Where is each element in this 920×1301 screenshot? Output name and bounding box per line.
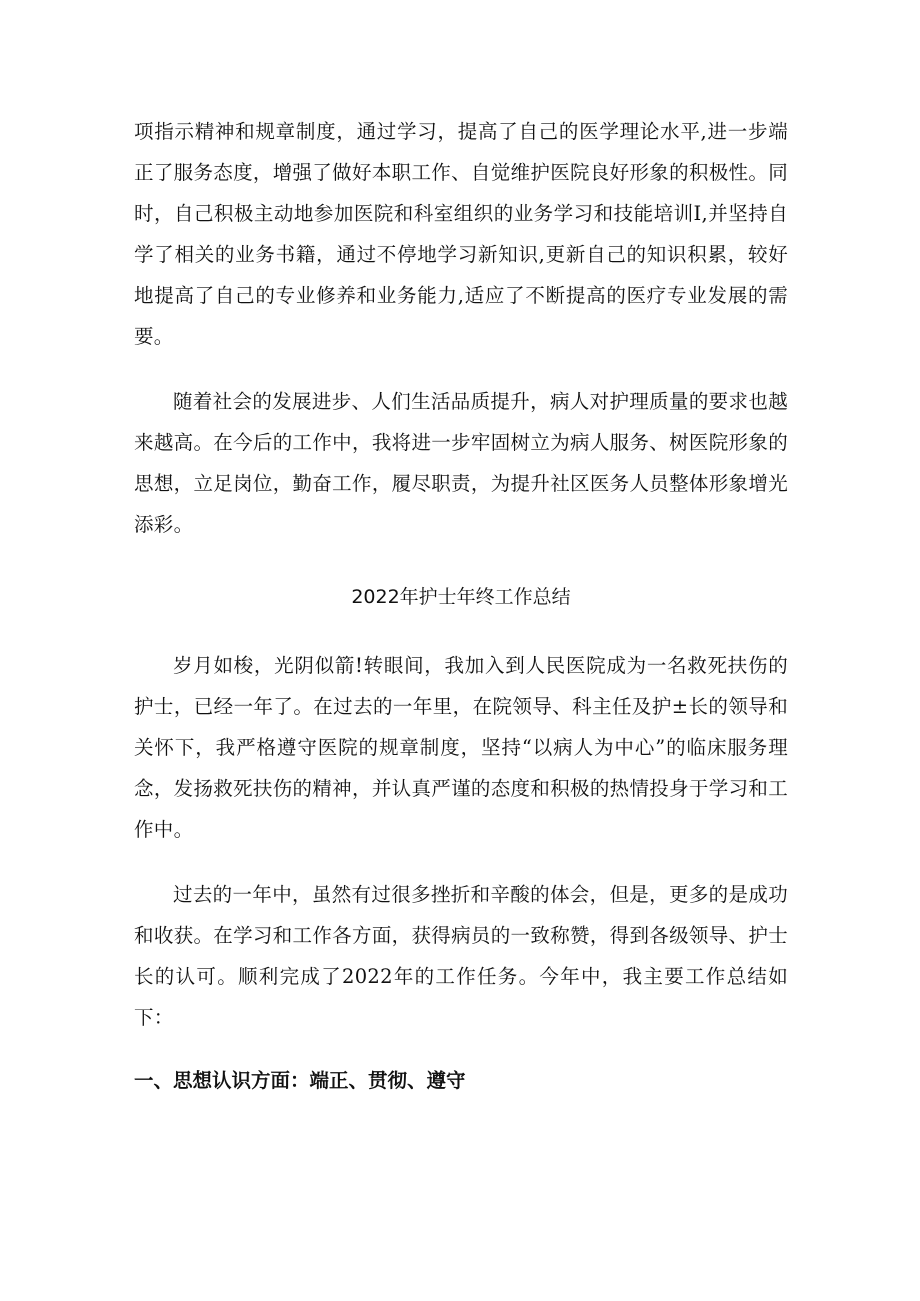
section-heading: 一、思想认识方面：端正、贯彻、遵守 bbox=[134, 1069, 466, 1092]
paragraph-introduction: 岁月如梭，光阴似箭!转眼间，我加入到人民医院成为一名救死扶伤的护士，已经一年了。在过去的一年里，在院领导、科主任及护±长的领导和关怀下，我严格遵守医院的规章制度，坚持“以病人为中心”的临床服务理念，发扬救死扶伤的精神，并认真严谨的态度和积极的热情投身于学习和工作中。 bbox=[134, 654, 788, 841]
paragraph-continued: 项指示精神和规章制度，通过学习，提高了自己的医学理论水平,进一步端正了服务态度，增强了做好本职工作、自觉维护医院良好形象的积极性。同时，自己积极主动地参加医院和科室组织的业务学习和技能培训I,并坚持自学了相关的业务书籍，通过不停地学习新知识,更新自己的知识积累，较好地提高了自己的专业修养和业务能力,适应了不断提高的医疗专业发展的需要。 bbox=[134, 120, 788, 348]
document-body bbox=[134, 111, 788, 1101]
document-title: 2022年护士年终工作总结 bbox=[351, 586, 571, 608]
paragraph-future-outlook: 随着社会的发展进步、人们生活品质提升，病人对护理质量的要求也越来越高。在今后的工作中，我将进一步牢固树立为病人服务、树医院形象的思想，立足岗位，勤奋工作，履尽职责，为提升社区医务人员整体形象增光添彩。 bbox=[134, 390, 788, 536]
paragraph-summary: 过去的一年中，虽然有过很多挫折和辛酸的体会，但是，更多的是成功和收获。在学习和工作各方面，获得病员的一致称赞，得到各级领导、护士长的认可。顺利完成了2022年的工作任务。今年中，我主要工作总结如下： bbox=[134, 883, 788, 1029]
